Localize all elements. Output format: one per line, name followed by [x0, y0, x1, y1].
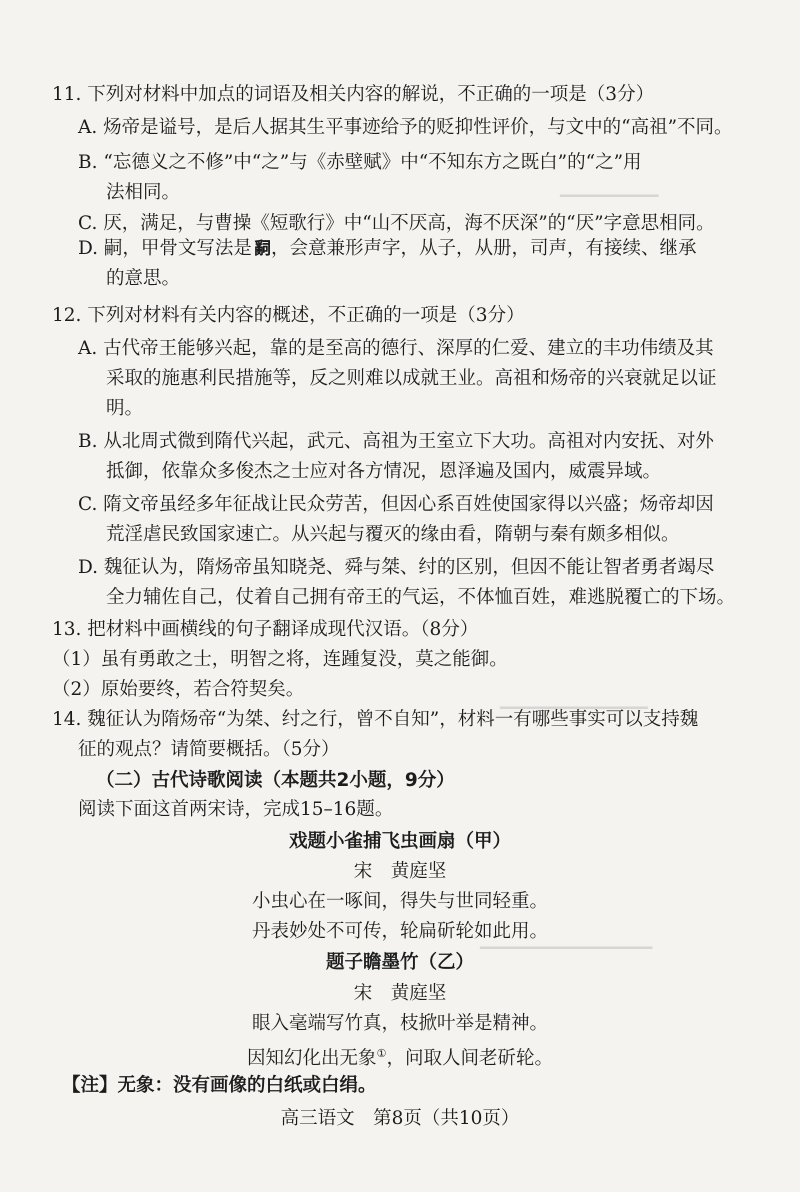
q11-option-b-line1: B. “忘德义之不修”中“之”与《赤壁赋》中“不知东方之既白”的“之”用 [78, 152, 642, 173]
q11-option-d-text-b: ，会意兼形声字，从子，从册，司声，有接续、继承 [270, 238, 697, 259]
q12-option-c-line2: 荒淫虐民致国家速亡。从兴起与覆灭的缘由看，隋朝与秦有颇多相似。 [106, 524, 680, 545]
q12-option-d-line2: 全力辅佐自己，仗着自己拥有帝王的气运，不体恤百姓，难逃脱覆亡的下场。 [106, 587, 736, 608]
q11-title: 11. 下列对材料中加点的词语及相关内容的解说，不正确的一项是（3分） [52, 84, 655, 105]
poem2-title: 题子瞻墨竹（乙） [325, 952, 474, 973]
poem1-author: 宋 黄庭坚 [353, 861, 447, 882]
bleed-through-text: ▁▁▁▁▁▁▁▁ [560, 178, 659, 197]
q11-option-d-text-a: D. 嗣，甲骨文写法是 [78, 238, 252, 259]
q14-line1: 14. 魏征认为隋炀帝“为桀、纣之行，曾不自知”，材料一有哪些事实可以支持魏 [52, 709, 699, 730]
poem1-line2: 丹表妙处不可传，轮扁斫轮如此用。 [251, 921, 548, 942]
poem2-line1: 眼入毫端写竹真，枝掀叶举是精神。 [251, 1013, 548, 1034]
q11-option-b-line2: 法相同。 [106, 182, 181, 203]
q13-sentence-2: （2）原始要终，若合符契矣。 [52, 679, 305, 700]
poem2-line2-text-a: 因知幻化出无象 [247, 1048, 377, 1070]
q12-option-a-line2: 采取的施惠利民措施等，反之则难以成就王业。高祖和炀帝的兴衰就足以证 [106, 368, 717, 389]
q11-option-d-line2: 的意思。 [106, 268, 181, 289]
poem2-author: 宋 黄庭坚 [353, 983, 447, 1004]
q11-option-d-line1 [78, 236, 696, 262]
bleed-through-text: ▁▁▁▁▁▁▁▁▁▁▁▁▁▁ [480, 930, 653, 949]
q12-option-a-line1: A. 古代帝王能够兴起，靠的是至高的德行、深厚的仁爱、建立的丰功伟绩及其 [78, 338, 714, 359]
poem1-title: 戏题小雀捕飞虫画扇（甲） [288, 831, 511, 852]
footnote-marker: ① [376, 1047, 387, 1060]
oracle-bone-glyph: 𤔲 [253, 239, 269, 259]
q12-option-a-line3: 明。 [106, 398, 144, 419]
q12-option-c-line1: C. 隋文帝虽经多年征战让民众劳苦，但因心系百姓使国家得以兴盛；炀帝却因 [78, 494, 714, 515]
section-heading: （二）古代诗歌阅读（本题共2小题，9分） [96, 770, 455, 791]
q12-title: 12. 下列对材料有关内容的概述，不正确的一项是（3分） [52, 305, 525, 326]
q12-option-b-line1: B. 从北周式微到隋代兴起，武元、高祖为王室立下大功。高祖对内安抚、对外 [78, 431, 714, 452]
q12-option-d-line1: D. 魏征认为，隋炀帝虽知晓尧、舜与桀、纣的区别，但因不能让智者勇者竭尽 [78, 557, 715, 578]
poem2-line2-text-b: ，问取人间老斫轮。 [386, 1048, 553, 1070]
q11-option-a: A. 炀帝是谥号，是后人据其生平事迹给予的贬抑性评价，与文中的“高祖”不同。 [78, 117, 733, 138]
poem1-line1: 小虫心在一啄间，得失与世同轻重。 [251, 891, 548, 912]
poem2-line2 [0, 1041, 800, 1072]
section-intro: 阅读下面这首两宋诗，完成15–16题。 [78, 799, 394, 820]
footnote: 【注】无象：没有画像的白纸或白绢。 [62, 1075, 377, 1096]
page-footer: 高三语文 第8页（共10页） [280, 1108, 520, 1129]
q12-option-b-line2: 抵御，依靠众多俊杰之士应对各方情况，恩泽遍及国内，威震异域。 [106, 461, 662, 482]
q13-title: 13. 把材料中画横线的句子翻译成现代汉语。（8分） [52, 619, 479, 640]
q13-sentence-1: （1）虽有勇敢之士，明智之将，连踵复没，莫之能御。 [52, 649, 508, 670]
bleed-through-text: ▁▁▁▁▁▁▁▁▁▁▁▁ [500, 690, 648, 709]
q14-line2: 征的观点？请简要概括。（5分） [78, 739, 340, 760]
q11-option-c: C. 厌，满足，与曹操《短歌行》中“山不厌高，海不厌深”的“厌”字意思相同。 [78, 213, 715, 234]
